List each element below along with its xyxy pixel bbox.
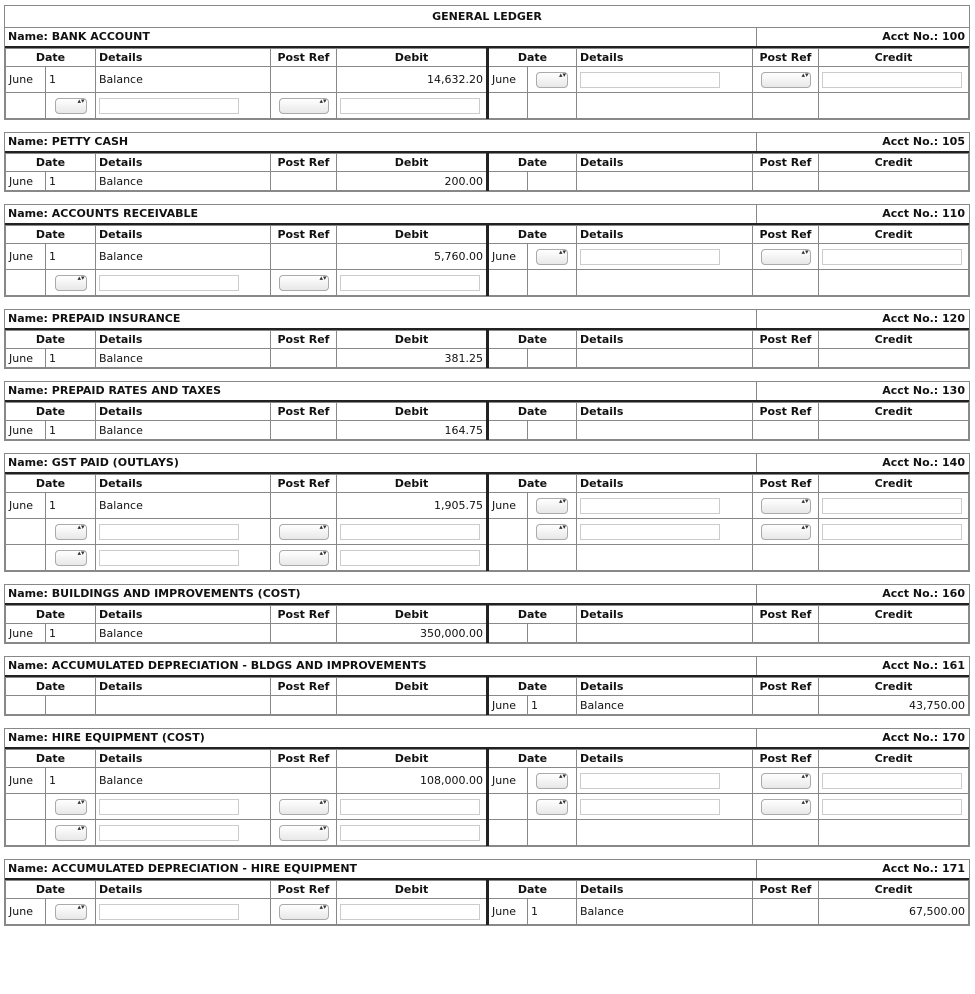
post-ref-header: Post Ref [753,750,819,768]
account-name-prefix: Name: [8,587,52,600]
date-header: Date [6,403,96,421]
column-header-row [6,881,969,899]
debit-details: Balance [96,67,271,93]
post-ref-header: Post Ref [271,226,337,244]
acct-no-prefix: Acct No.: [882,207,943,220]
post-ref-header: Post Ref [753,475,819,493]
debit-amount: 350,000.00 [337,624,488,643]
account-number: 140 [942,456,965,469]
column-header-row [6,49,969,67]
entry-input[interactable] [99,524,239,540]
entry-input[interactable] [580,799,720,815]
acct-no-prefix: Acct No.: [882,135,943,148]
date-header: Date [6,750,96,768]
post-ref-select[interactable] [761,72,811,88]
debit-header: Debit [337,403,488,421]
details-header: Details [577,226,753,244]
date-header: Date [488,49,577,67]
entry-input[interactable] [99,275,239,291]
ledger-table [5,402,969,440]
details-header: Details [96,403,271,421]
post-ref-header: Post Ref [271,750,337,768]
column-header-row [6,678,969,696]
account-170 [4,728,970,847]
entry-input[interactable] [340,904,480,920]
post-ref-select[interactable] [279,799,329,815]
post-ref-select[interactable] [279,904,329,920]
acct-no-prefix: Acct No.: [882,384,943,397]
entry-input[interactable] [580,72,720,88]
details-header: Details [577,881,753,899]
details-header: Details [96,49,271,67]
date-header: Date [6,606,96,624]
entry-input[interactable] [340,550,480,566]
table-row [6,421,969,440]
debit-header: Debit [337,678,488,696]
debit-header: Debit [337,331,488,349]
credit-month: June [488,768,528,794]
post-ref-select[interactable] [279,825,329,841]
debit-month: June [6,624,46,643]
debit-day: 1 [46,493,96,519]
debit-details: Balance [96,244,271,270]
date-header: Date [6,881,96,899]
date-header: Date [488,403,577,421]
table-row [6,67,969,93]
credit-details: Balance [577,899,753,925]
account-105 [4,132,970,192]
details-header: Details [96,475,271,493]
credit-header: Credit [819,881,969,899]
debit-month: June [6,421,46,440]
entry-input[interactable] [99,98,239,114]
post-ref-header: Post Ref [753,606,819,624]
date-header: Date [488,606,577,624]
table-row [6,493,969,519]
account-110 [4,204,970,297]
account-number: 105 [942,135,965,148]
entry-row [6,93,969,119]
entry-input[interactable] [580,249,720,265]
credit-amount: 67,500.00 [819,899,969,925]
date-header: Date [6,226,96,244]
table-row [6,172,969,191]
account-number: 160 [942,587,965,600]
day-select[interactable] [55,98,87,114]
post-ref-select[interactable] [279,524,329,540]
table-row [6,349,969,368]
account-name-prefix: Name: [8,456,52,469]
post-ref-header: Post Ref [753,226,819,244]
day-select[interactable] [55,799,87,815]
debit-details: Balance [96,624,271,643]
entry-input[interactable] [99,799,239,815]
account-name-prefix: Name: [8,659,52,672]
account-number: 100 [942,30,965,43]
day-select[interactable] [536,72,568,88]
debit-details: Balance [96,172,271,191]
credit-month: June [488,899,528,925]
debit-header: Debit [337,154,488,172]
date-header: Date [488,226,577,244]
post-ref-select[interactable] [761,498,811,514]
account-120 [4,309,970,369]
entry-input[interactable] [580,498,720,514]
debit-details: Balance [96,349,271,368]
credit-header: Credit [819,226,969,244]
account-number: 120 [942,312,965,325]
entry-row [6,270,969,296]
entry-input[interactable] [822,249,962,265]
credit-header: Credit [819,606,969,624]
date-header: Date [488,881,577,899]
debit-month: June [6,67,46,93]
debit-month: June [6,899,46,925]
debit-details: Balance [96,768,271,794]
debit-day: 1 [46,349,96,368]
table-row [6,244,969,270]
credit-month: June [488,696,528,715]
credit-header: Credit [819,750,969,768]
column-header-row [6,606,969,624]
acct-no-prefix: Acct No.: [882,587,943,600]
post-ref-select[interactable] [761,773,811,789]
column-header-row [6,475,969,493]
account-name: ACCUMULATED DEPRECIATION - BLDGS AND IMPROVEMENTS [51,659,427,672]
column-header-row [6,154,969,172]
debit-month: June [6,768,46,794]
account-161 [4,656,970,716]
account-number: 170 [942,731,965,744]
entry-input[interactable] [822,498,962,514]
account-number: 161 [942,659,965,672]
day-select[interactable] [536,524,568,540]
debit-day: 1 [46,244,96,270]
account-number: 171 [942,862,965,875]
entry-input[interactable] [340,825,480,841]
column-header-row [6,331,969,349]
post-ref-select[interactable] [279,275,329,291]
details-header: Details [96,154,271,172]
credit-header: Credit [819,403,969,421]
debit-month: June [6,244,46,270]
account-name-prefix: Name: [8,30,52,43]
account-name: ACCUMULATED DEPRECIATION - HIRE EQUIPMENT [51,862,358,875]
account-name: HIRE EQUIPMENT (COST) [51,731,205,744]
accounts-list [4,27,970,926]
date-header: Date [488,678,577,696]
post-ref-select[interactable] [279,550,329,566]
day-select[interactable] [55,904,87,920]
account-name-prefix: Name: [8,207,52,220]
post-ref-header: Post Ref [271,475,337,493]
ledger-table [5,605,969,643]
post-ref-select[interactable] [761,249,811,265]
acct-no-prefix: Acct No.: [882,456,943,469]
debit-day: 1 [46,67,96,93]
debit-day: 1 [46,172,96,191]
account-number: 110 [942,207,965,220]
account-name: BUILDINGS AND IMPROVEMENTS (COST) [51,587,301,600]
ledger-table [5,749,969,846]
details-header: Details [96,881,271,899]
account-name-prefix: Name: [8,312,52,325]
column-header-row [6,403,969,421]
debit-day: 1 [46,421,96,440]
general-ledger [4,5,970,938]
debit-amount: 164.75 [337,421,488,440]
entry-input[interactable] [99,904,239,920]
credit-details: Balance [577,696,753,715]
ledger-table [5,153,969,191]
table-row [6,899,969,925]
table-row [6,624,969,643]
debit-month: June [6,172,46,191]
acct-no-prefix: Acct No.: [882,30,943,43]
day-select[interactable] [55,825,87,841]
debit-month: June [6,349,46,368]
post-ref-header: Post Ref [271,331,337,349]
entry-row [6,794,969,820]
credit-month: June [488,67,528,93]
account-name-prefix: Name: [8,135,52,148]
post-ref-select[interactable] [761,524,811,540]
debit-amount: 381.25 [337,349,488,368]
day-select[interactable] [536,498,568,514]
post-ref-header: Post Ref [753,678,819,696]
ledger-table [5,677,969,715]
entry-input[interactable] [822,524,962,540]
post-ref-header: Post Ref [271,154,337,172]
date-header: Date [488,750,577,768]
credit-header: Credit [819,678,969,696]
entry-row [6,820,969,846]
day-select[interactable] [536,799,568,815]
account-name: PETTY CASH [51,135,129,148]
account-130 [4,381,970,441]
entry-input[interactable] [822,799,962,815]
post-ref-header: Post Ref [271,403,337,421]
day-select[interactable] [55,275,87,291]
credit-month: June [488,244,528,270]
post-ref-header: Post Ref [271,678,337,696]
day-select[interactable] [536,773,568,789]
credit-day: 1 [528,899,577,925]
column-header-row [6,226,969,244]
entry-input[interactable] [822,773,962,789]
entry-input[interactable] [99,825,239,841]
account-140 [4,453,970,572]
account-160 [4,584,970,644]
date-header: Date [488,154,577,172]
account-name: PREPAID RATES AND TAXES [51,384,222,397]
debit-header: Debit [337,881,488,899]
details-header: Details [577,678,753,696]
details-header: Details [577,750,753,768]
account-100 [4,27,970,120]
post-ref-header: Post Ref [753,881,819,899]
date-header: Date [6,154,96,172]
account-number: 130 [942,384,965,397]
entry-input[interactable] [340,275,480,291]
details-header: Details [577,49,753,67]
column-header-row [6,750,969,768]
date-header: Date [6,331,96,349]
account-name: BANK ACCOUNT [51,30,150,43]
acct-no-prefix: Acct No.: [882,659,943,672]
details-header: Details [96,331,271,349]
debit-header: Debit [337,226,488,244]
debit-month: June [6,493,46,519]
ledger-table [5,48,969,119]
debit-amount: 200.00 [337,172,488,191]
account-name: PREPAID INSURANCE [51,312,181,325]
post-ref-select[interactable] [761,799,811,815]
debit-header: Debit [337,49,488,67]
credit-amount: 43,750.00 [819,696,969,715]
acct-no-prefix: Acct No.: [882,731,943,744]
credit-header: Credit [819,331,969,349]
debit-header: Debit [337,750,488,768]
debit-header: Debit [337,606,488,624]
ledger-table [5,880,969,925]
post-ref-header: Post Ref [753,331,819,349]
credit-month: June [488,493,528,519]
account-name: ACCOUNTS RECEIVABLE [51,207,199,220]
date-header: Date [6,678,96,696]
post-ref-header: Post Ref [753,49,819,67]
details-header: Details [577,475,753,493]
post-ref-select[interactable] [279,98,329,114]
table-row [6,696,969,715]
debit-day: 1 [46,624,96,643]
post-ref-header: Post Ref [271,606,337,624]
entry-row [6,545,969,571]
date-header: Date [488,475,577,493]
debit-amount: 108,000.00 [337,768,488,794]
entry-input[interactable] [822,72,962,88]
debit-details: Balance [96,493,271,519]
details-header: Details [96,606,271,624]
table-row [6,768,969,794]
account-name-prefix: Name: [8,862,52,875]
credit-header: Credit [819,475,969,493]
day-select[interactable] [55,524,87,540]
acct-no-prefix: Acct No.: [882,862,943,875]
entry-input[interactable] [580,773,720,789]
credit-header: Credit [819,154,969,172]
day-select[interactable] [55,550,87,566]
details-header: Details [96,678,271,696]
post-ref-header: Post Ref [271,881,337,899]
details-header: Details [577,403,753,421]
debit-amount: 5,760.00 [337,244,488,270]
account-name-prefix: Name: [8,384,52,397]
details-header: Details [577,606,753,624]
post-ref-header: Post Ref [753,154,819,172]
details-header: Details [577,154,753,172]
entry-row [6,519,969,545]
debit-header: Debit [337,475,488,493]
date-header: Date [6,49,96,67]
ledger-table [5,225,969,296]
entry-input[interactable] [340,98,480,114]
entry-input[interactable] [340,799,480,815]
ledger-table [5,474,969,571]
debit-day: 1 [46,768,96,794]
debit-amount: 1,905.75 [337,493,488,519]
credit-header: Credit [819,49,969,67]
account-name-prefix: Name: [8,731,52,744]
details-header: Details [96,226,271,244]
date-header: Date [488,331,577,349]
account-171 [4,859,970,926]
debit-details: Balance [96,421,271,440]
entry-input[interactable] [340,524,480,540]
date-header: Date [6,475,96,493]
details-header: Details [96,750,271,768]
details-header: Details [577,331,753,349]
day-select[interactable] [536,249,568,265]
entry-input[interactable] [580,524,720,540]
entry-input[interactable] [99,550,239,566]
post-ref-header: Post Ref [753,403,819,421]
acct-no-prefix: Acct No.: [882,312,943,325]
debit-amount: 14,632.20 [337,67,488,93]
post-ref-header: Post Ref [271,49,337,67]
credit-day: 1 [528,696,577,715]
account-name: GST PAID (OUTLAYS) [51,456,179,469]
ledger-title: GENERAL LEDGER [4,5,970,27]
ledger-table [5,330,969,368]
